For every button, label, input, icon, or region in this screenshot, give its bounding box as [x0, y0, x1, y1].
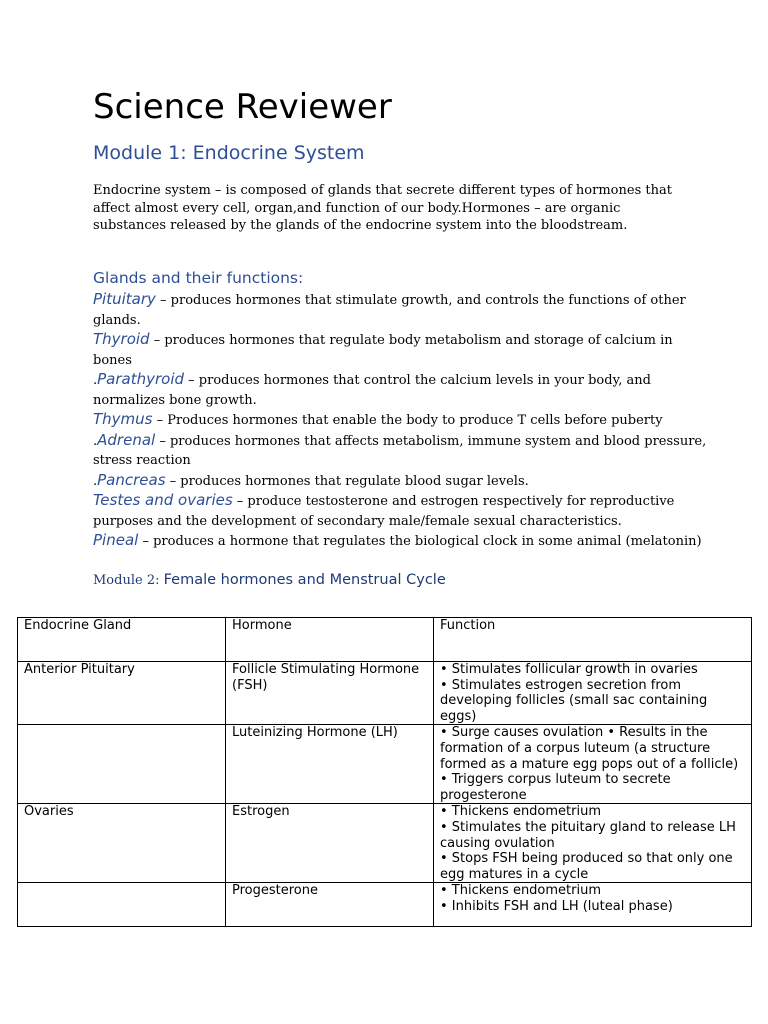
gland-cell: Anterior Pituitary — [18, 662, 226, 725]
function-line: • Thickens endometrium — [440, 804, 602, 820]
gland-name: Pituitary — [93, 290, 156, 308]
gland-cell — [18, 725, 226, 804]
gland-desc: – Produces hormones that enable the body to produce T cells before puberty — [152, 413, 663, 428]
gland-item — [93, 290, 713, 330]
table-header-cell: Hormone — [226, 618, 434, 662]
gland-item: .Adrenal – produces hormones that affects metabolism, immune system and blood pressure, stress reaction — [93, 430, 707, 468]
function-line: • Stimulates estrogen secretion from developing follicles (small sac containing eggs) — [440, 677, 708, 724]
table-row — [18, 804, 752, 883]
gland-cell — [18, 883, 226, 927]
gland-item: .Parathyroid – produces hormones that control the calcium levels in your body, and normalizes bone growth. — [93, 370, 651, 408]
table-header-row — [18, 618, 752, 662]
hormone-cell: Progesterone — [226, 883, 434, 927]
function-line: • Stimulates the pituitary gland to release LH causing ovulation — [440, 819, 736, 851]
gland-desc: – produces hormones that regulate blood sugar levels. — [165, 473, 529, 489]
table-row — [18, 883, 752, 927]
hormone-cell: Follicle Stimulating Hormone (FSH) — [226, 662, 434, 725]
gland-desc: – produce testosterone and estrogen respectively for reproductive purposes and the development of secondary male/female sexual characteristics. — [93, 494, 675, 529]
hormone-cell: Estrogen — [226, 804, 434, 883]
module-2-title: Female hormones and Menstrual Cycle — [163, 572, 446, 588]
function-cell — [434, 883, 752, 927]
gland-desc: – produces hormones that stimulate growth, and controls the functions of other glands. — [93, 293, 686, 328]
function-line: • Stimulates follicular growth in ovaries — [440, 662, 698, 677]
gland-cell: Ovaries — [18, 804, 226, 883]
function-cell — [434, 804, 752, 883]
gland-name: Thyroid — [93, 330, 150, 348]
gland-item — [93, 410, 713, 431]
page-title: Science Reviewer — [93, 87, 392, 127]
module-2-heading — [93, 571, 446, 589]
function-cell — [434, 662, 752, 725]
module-2-prefix: Module 2: — [93, 573, 164, 588]
function-line: • Thickens endometrium — [440, 883, 602, 899]
gland-name: Pancreas — [97, 470, 166, 489]
table-header-cell: Endocrine Gland — [18, 618, 226, 662]
hormones-table — [17, 617, 752, 927]
table-row — [18, 662, 752, 725]
function-line: • Surge causes ovulation • Results in the formation of a corpus luteum (a structure formed as a mature egg pops out of a follicle) • Triggers corpus luteum to secrete progesterone — [440, 725, 739, 803]
table-row — [18, 725, 752, 804]
gland-desc: – produces a hormone that regulates the biological clock in some animal (melatonin) — [138, 534, 702, 549]
gland-item — [93, 491, 713, 531]
gland-item: .Pancreas – produces hormones that regulate blood sugar levels. — [93, 470, 529, 489]
gland-desc: – produces hormones that control the calcium levels in your body, and normalizes bone growth. — [93, 373, 651, 408]
gland-desc: – produces hormones that affects metabolism, immune system and blood pressure, stress reaction — [93, 433, 707, 468]
hormone-cell: Luteinizing Hormone (LH) — [226, 725, 434, 804]
glands-heading: Glands and their functions: — [93, 269, 304, 287]
table-header-cell: Function — [434, 618, 752, 662]
gland-item — [93, 330, 713, 370]
function-line: • Stops FSH being produced so that only one egg matures in a cycle — [440, 851, 733, 882]
gland-name: Thymus — [93, 410, 153, 428]
gland-name: Testes and ovaries — [93, 491, 233, 509]
gland-desc: – produces hormones that regulate body metabolism and storage of calcium in bones — [93, 333, 673, 368]
gland-item — [93, 531, 713, 552]
gland-name: Pineal — [93, 531, 139, 549]
gland-name: Parathyroid — [97, 370, 185, 388]
function-cell — [434, 725, 752, 804]
intro-paragraph: Endocrine system – is composed of glands that secrete different types of hormones that affect almost every cell, organ,and function of our body.Hormones – are organic substances released by the glands of the endocrine system into the bloodstream. — [93, 183, 672, 233]
glands-list — [93, 290, 713, 552]
module-1-heading: Module 1: Endocrine System — [93, 142, 365, 164]
function-line: • Inhibits FSH and LH (luteal phase) — [440, 898, 673, 914]
gland-name: Adrenal — [97, 430, 156, 449]
